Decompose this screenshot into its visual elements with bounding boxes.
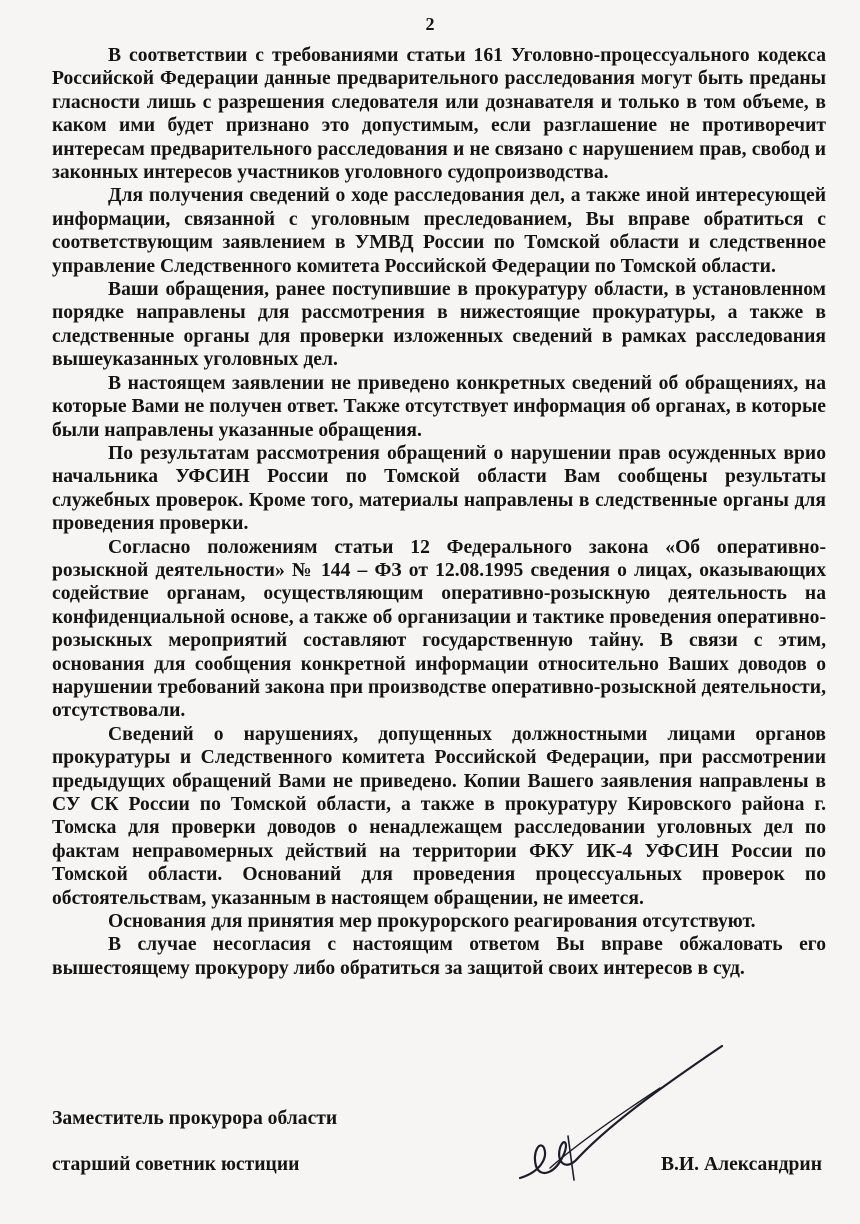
paragraph-operative-law: Согласно положениям статьи 12 Федерального закона «Об оперативно-розыскной деятельности» № 144 – ФЗ от 12.08.1995 сведения о лицах, оказывающих содействие органам, осуществляющим оперативно-розыскную деятельность на конфиденциальной основе, а также об организации и тактике проведения оперативно-розыскных мероприятий составляют государственную тайну. В связи с этим, основания для сообщения конкретной информации относительно Ваших доводов о нарушении требований закона при производстве оперативно-розыскной деятельности, отсутствовали. [52,536,826,722]
signatory-position: Заместитель прокурора области [52,1108,338,1129]
paragraph-prior-appeals: Ваши обращения, ранее поступившие в прокуратуру области, в установленном порядке направлены для рассмотрения в нижестоящие прокуратуры, а также в следственные органы для проверки изложенных сведений в рамках расследования вышеуказанных уголовных дел. [52,279,826,371]
paragraph-ufsin-review: По результатам рассмотрения обращений о нарушении прав осужденных врио начальника УФСИН России по Томской области Вам сообщены результаты служебных проверок. Кроме того, материалы направлены в следственные органы для проведения проверки. [52,442,826,535]
paragraph-appeal-right: В случае несогласия с настоящим ответом Вы вправе обжаловать его вышестоящему прокурору либо обратиться за защитой своих интересов в суд. [52,934,826,979]
paragraph-violations: Сведений о нарушениях, допущенных должностными лицами органов прокуратуры и Следственного комитета Российской Федерации, при рассмотрении предыдущих обращений Вами не приведено. Копии Вашего заявления направлены в СУ СК России по Томской области, а также в прокуратуру Кировского района г. Томска для проверки доводов о ненадлежащем расследовании уголовных дел по фактам неправомерных действий на территории ФКУ ИК-4 УФСИН России по Томской области. Оснований для проведения процессуальных проверок по обстоятельствам, указанным в настоящем обращении, не имеется. [52,723,826,909]
letter-body [52,44,826,980]
signatory-rank: старший советник юстиции [52,1154,300,1175]
page-number: 2 [425,14,435,34]
paragraph-article-161: В соответствии с требованиями статьи 161 Уголовно-процессуального кодекса Российской Федерации данные предварительного расследования могут быть преданы гласности лишь с разрешения следователя или дознавателя и только в том объеме, в каком ими будет признано это допустимым, если разглашение не противоречит интересам предварительного расследования и не связано с нарушением прав, свобод и законных интересов участников уголовного судопроизводства. [52,45,826,184]
signatory-name: В.И. Александрин [660,1154,822,1175]
paragraph-investigation-info: Для получения сведений о ходе расследования дел, а также иной интересующей информации, связанной с уголовным преследованием, Вы вправе обратиться с соответствующим заявлением в УМВД России по Томской области и следственное управление Следственного комитета Российской Федерации по Томской области. [52,185,826,277]
paragraph-missing-details: В настоящем заявлении не приведено конкретных сведений об обращениях, на которые Вами не получен ответ. Также отсутствует информация об органах, в которые были направлены указанные обращения. [52,372,826,441]
paragraph-no-grounds: Основания для принятия мер прокурорского реагирования отсутствуют. [108,911,756,933]
